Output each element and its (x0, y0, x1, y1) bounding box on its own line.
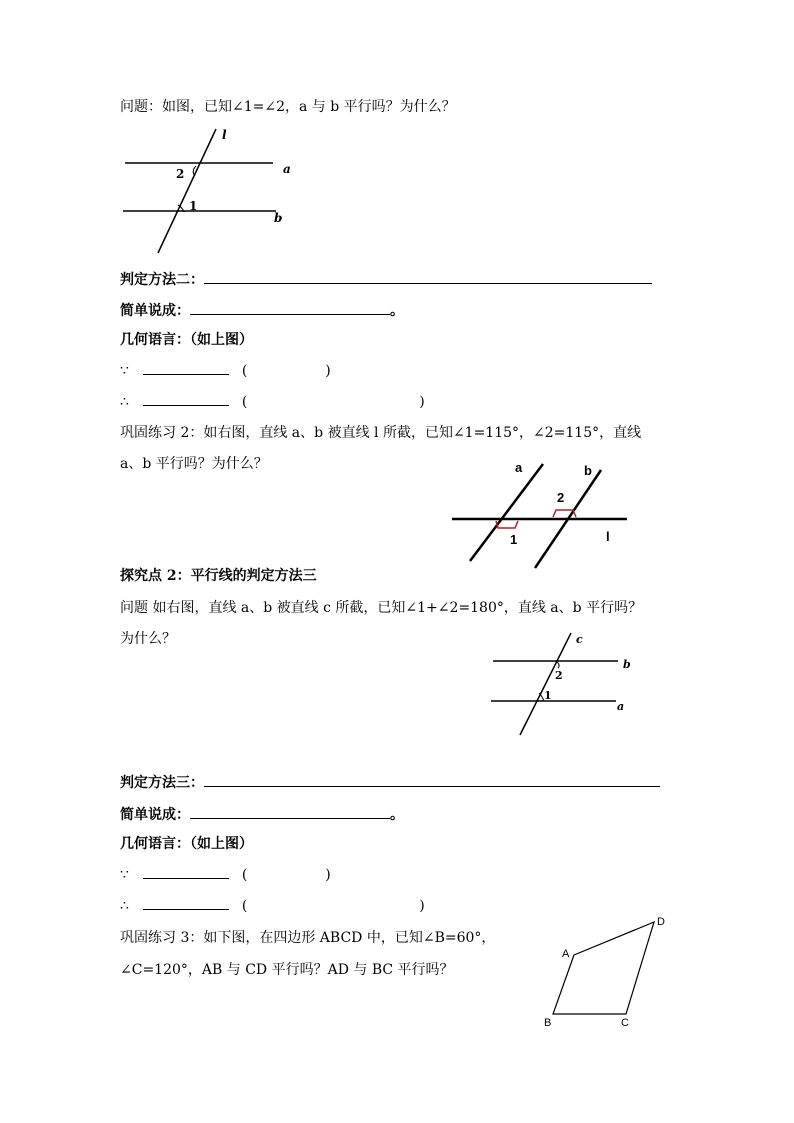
method2-brief-label: 简单说成： (120, 303, 190, 319)
method2-therefore-paren-close: ) (419, 394, 425, 410)
method3-label: 判定方法三： (120, 775, 204, 791)
quad-label-c: C (621, 1017, 629, 1029)
practice2-line2: a、b 平行吗？为什么？ (120, 456, 268, 472)
method2-therefore-paren-open: ( (241, 394, 248, 410)
method2-because-paren-open: ( (241, 363, 248, 379)
fig3-label-a: a (617, 700, 625, 713)
fig2-angle-2: 2 (557, 490, 565, 505)
method3-therefore-paren-open: ( (241, 898, 248, 914)
method2-because-paren-close: ) (325, 363, 331, 379)
method3-brief-end: 。 (390, 807, 404, 823)
quad-label-a: A (562, 948, 570, 960)
method2-geo-label: 几何语言：（如上图） (120, 332, 253, 348)
fig1-angle-2: 2 (176, 167, 185, 181)
explore2-title: 探究点 2：平行线的判定方法三 (120, 568, 317, 584)
fig2-angle-1: 1 (510, 532, 518, 547)
explore2-line2: 为什么？ (120, 631, 176, 647)
fig3-angle-1: 1 (544, 689, 552, 702)
method2-because-symbol: ∵ (120, 363, 129, 379)
method2-brief-end: 。 (390, 303, 404, 319)
quad-label-b: B (544, 1017, 552, 1029)
method2-therefore-symbol: ∴ (120, 394, 129, 410)
fig1-label-b: b (274, 211, 283, 225)
method3-because-paren-open: ( (241, 867, 248, 883)
practice3-line2: ∠C=120°，AB 与 CD 平行吗？AD 与 BC 平行吗？ (120, 962, 454, 978)
fig1-label-a: a (283, 162, 291, 176)
fig2-label-a: a (515, 460, 523, 475)
method3-therefore-symbol: ∴ (120, 898, 129, 914)
fig1-label-l: l (222, 128, 227, 142)
fig2-label-b: b (584, 463, 592, 478)
fig1-angle-1: 1 (189, 199, 198, 213)
method2-label: 判定方法二： (120, 272, 204, 288)
practice2-line1: 巩固练习 2：如右图，直线 a、b 被直线 l 所截，已知∠1=115°，∠2=115°，直线 (120, 425, 642, 441)
method3-geo-label: 几何语言：（如上图） (120, 836, 253, 852)
method3-brief-label: 简单说成： (120, 807, 190, 823)
fig3-label-c: c (576, 633, 583, 646)
method3-because-paren-close: ) (325, 867, 331, 883)
method3-therefore-paren-close: ) (419, 898, 425, 914)
quad-label-d: D (657, 916, 665, 928)
method3-because-symbol: ∵ (120, 867, 129, 883)
explore2-line1: 问题 如右图，直线 a、b 被直线 c 所截，已知∠1+∠2=180°，直线 a、b 平行吗？ (120, 600, 643, 616)
fig3-angle-2: 2 (555, 669, 563, 682)
fig2-label-l: l (606, 529, 610, 544)
fig3-label-b: b (623, 658, 631, 671)
problem-question: 问题：如图，已知∠1=∠2，a 与 b 平行吗？为什么？ (120, 99, 456, 115)
practice3-line1: 巩固练习 3：如下图，在四边形 ABCD 中，已知∠B=60°， (120, 930, 496, 946)
